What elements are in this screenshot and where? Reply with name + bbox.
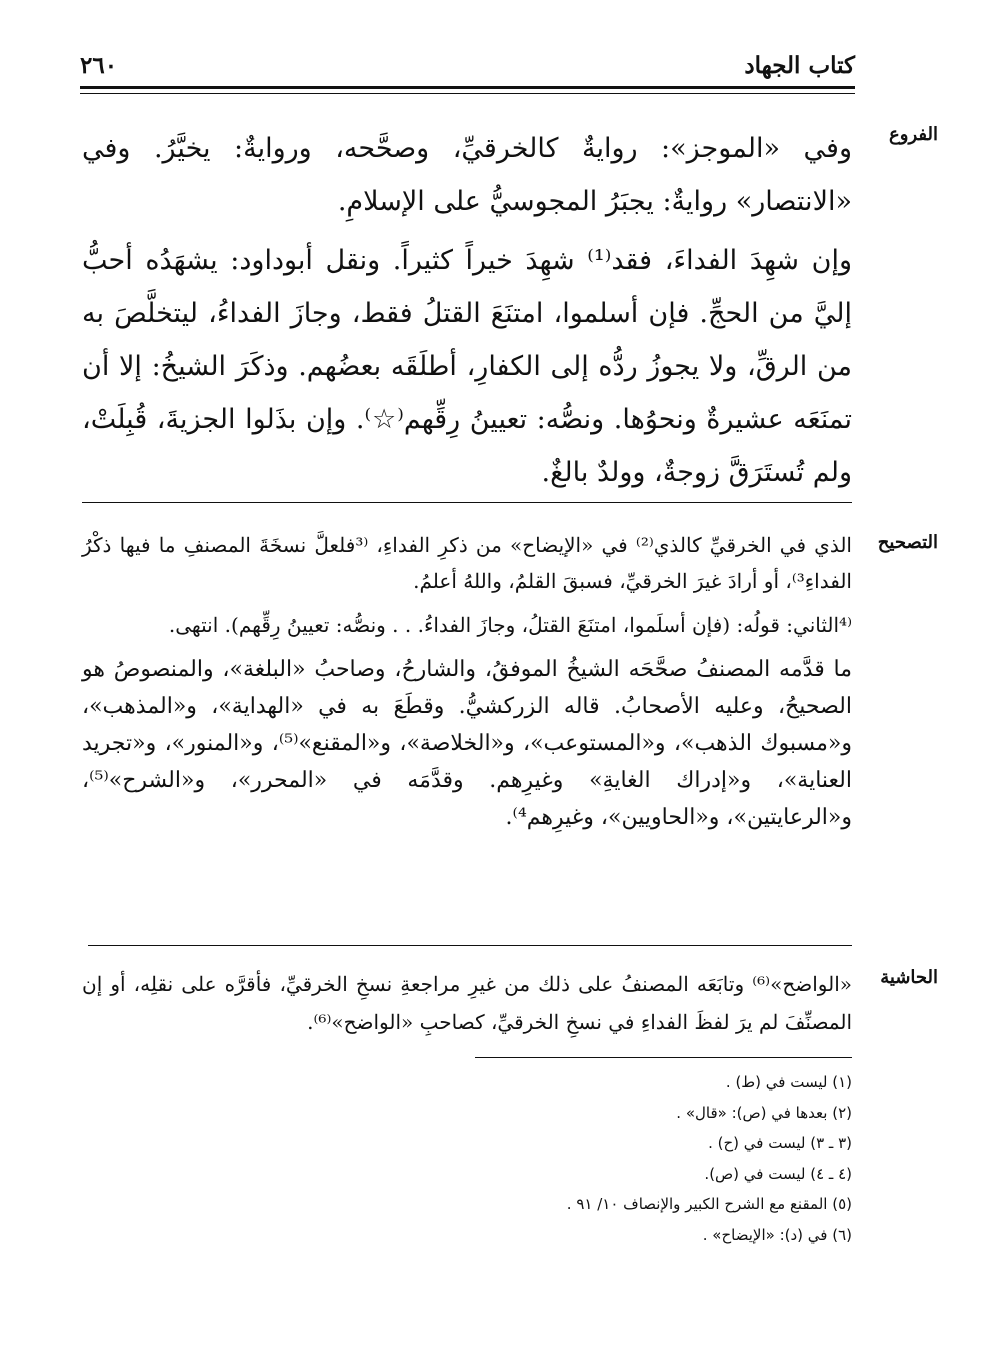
footnote: (٣ ـ ٣) ليست في (ح) . [708, 1134, 852, 1152]
header-rule [80, 86, 855, 94]
furu-paragraph-2: وإن شهِدَ الفداءَ، فقد⁽¹⁾ شهِدَ خيراً كثيراً. ونقل أبوداود: يشهَدُه أحبُّ إليَّ من الحجِّ. فإن أسلموا، امتنَعَ القتلُ فقط، وجازَ الفداءُ، ليتخلَّصَ به من الرقِّ، ولا يجوزُ ردُّه إلى الكفارِ، أطلَقَه بعضُهم. وذكَرَ الشيخُ: إلا أن تمنَعَه عشيرةٌ ونحوُها. ونصُّه: تعيينُ رِقِّهم⁽☆⁾. وإن بذَلوا الجزيةَ، قُبِلَتْ، ولم تُستَرَقَّ زوجةٌ، وولدٌ بالغٌ. [82, 245, 852, 488]
furu-paragraph-1: وفي «الموجز»: روايةٌ كالخرقيِّ، وصحَّحه، وروايةٌ: يخيَّرُ. وفي «الانتصار» روايةٌ: يجبَرُ المجوسيُّ على الإسلامِ. [82, 133, 852, 217]
footnote: (٦) في (د): «الإيضاح» . [702, 1225, 852, 1244]
page-header [80, 52, 855, 86]
footnote: (٤ ـ ٤) ليست في (ص). [704, 1164, 852, 1183]
hashiya-label: الحاشية [880, 967, 938, 988]
section-divider [88, 945, 852, 946]
footnotes [300, 1067, 852, 1250]
footnote: (١) ليست في (ط) . [725, 1073, 852, 1091]
tashih-paragraph-3: ما قدَّمه المصنفُ صحَّحَه الشيخُ الموفقُ، والشارحُ، وصاحبُ «البلغة»، والمنصوصُ هو الصحيحُ، وعليه الأصحابُ. قاله الزركشيُّ. وقطَعَ به في «الهداية»، و«المذهب»، و«مسبوك الذهب»، و«المستوعب»، و«الخلاصة»، و«المقنع»⁽⁵⁾، و«المنور»، و«تجريد العناية»، و«إدراك الغايةِ» وغيرِهم. وقدَّمَه في «المحرر»، و«الشرح»⁽⁵⁾، و«الرعايتين»، و«الحاويين»، وغيرِهم⁴⁾. [82, 657, 852, 830]
running-title: كتاب الجهاد [744, 52, 855, 79]
tashih-section [82, 527, 852, 844]
tashih-paragraph-2: ⁽⁴الثاني: قولُه: (فإن أسلَموا، امتنَعَ القتلُ، وجازَ الفداءُ. . . ونصُّه: تعيينُ رِقِّهم). انتهى. [168, 613, 852, 637]
tashih-label: التصحيح [877, 532, 938, 553]
furu-section [82, 122, 852, 505]
section-divider [82, 502, 852, 503]
page-number: ٢٦٠ [80, 52, 118, 79]
footnote: (٢) بعدها في (ص): «قال» . [676, 1103, 852, 1122]
hashiya-section [82, 965, 852, 1041]
footnote-divider [475, 1057, 852, 1058]
footnote: (٥) المقنع مع الشرح الكبير والإنصاف ١٠/ ٩١ . [566, 1195, 852, 1213]
hashiya-paragraph: «الواضح»⁽⁶⁾ وتابَعَه المصنفُ على ذلك من غيرِ مراجعةِ نسخِ الخرقيِّ، فأقرَّه على نقلِه، أو إن المصنِّفَ لم يرَ لفظَ الفداءِ في نسخِ الخرقيِّ، كصاحبِ «الواضح»⁽⁶⁾. [82, 972, 852, 1034]
tashih-paragraph-1: الذي في الخرقيِّ كالذي⁽²⁾ في «الإيضاح» من ذكرِ الفداءِ، ⁽³فلعلَّ نسخَةَ المصنفِ ما فيها ذكْرُ الفداءِ³⁾، أو أرادَ غيرَ الخرقيِّ، فسبقَ القلمُ، واللهُ أعلمُ. [82, 533, 852, 593]
furu-label: الفروع [889, 124, 938, 145]
